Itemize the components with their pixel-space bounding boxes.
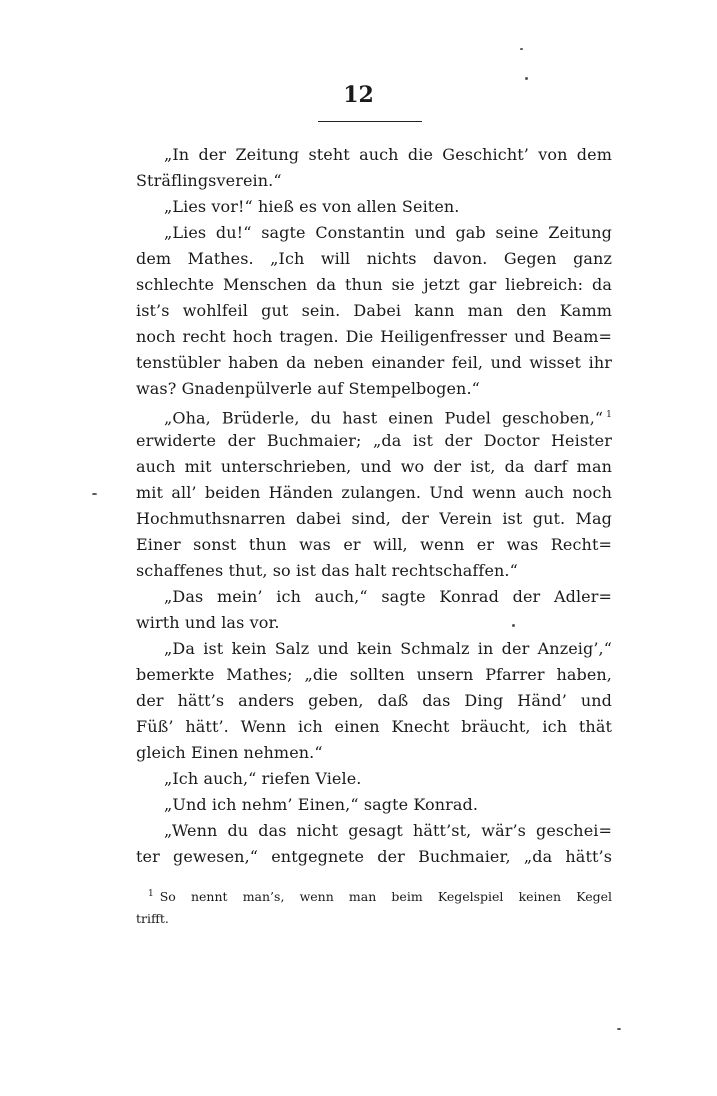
text-line-content: „Oha, Brüderle, du hast einen Pudel geschoben,“	[164, 408, 604, 428]
text-line	[136, 532, 612, 558]
text-line-content: auch mit unterschrieben, und wo der ist, da darf man	[136, 457, 612, 476]
text-line	[136, 324, 612, 350]
footnote-mark: 1	[148, 888, 154, 899]
text-line	[136, 142, 612, 168]
text-line	[136, 688, 612, 714]
text-line	[136, 272, 612, 298]
text-line-content: Hochmuthsnarren dabei sind, der Verein ist gut. Mag	[136, 509, 612, 528]
print-speck	[520, 48, 523, 50]
text-line	[136, 740, 612, 766]
text-line	[136, 558, 612, 584]
text-line	[136, 454, 612, 480]
text-line-content: „Da ist kein Salz und kein Schmalz in der Anzeig’,“	[164, 639, 612, 658]
footnote-line-content: trifft.	[136, 911, 169, 926]
text-line-content: bemerkte Mathes; „die sollten unsern Pfarrer haben,	[136, 665, 612, 684]
text-line-content: tenstübler haben da neben einander feil, und wisset ihr	[136, 353, 612, 372]
text-line	[136, 584, 612, 610]
text-line	[136, 610, 612, 636]
page-number: 12	[343, 82, 374, 108]
text-line-content: „Ich auch,“ riefen Viele.	[164, 769, 362, 788]
text-line-content: gleich Einen nehmen.“	[136, 743, 323, 762]
text-line-content: „Das mein’ ich auch,“ sagte Konrad der Adler=	[164, 587, 612, 606]
text-line-content: ist’s wohlfeil gut sein. Dabei kann man den Kamm	[136, 301, 612, 320]
text-line-content: dem Mathes. „Ich will nichts davon. Gegen ganz	[136, 249, 612, 268]
text-line-content: schlechte Menschen da thun sie jetzt gar liebreich: da	[136, 275, 612, 294]
text-line-content: „Lies du!“ sagte Constantin und gab seine Zeitung	[164, 223, 612, 242]
text-line	[136, 220, 612, 246]
print-speck	[512, 624, 515, 627]
print-speck	[617, 1028, 621, 1030]
text-line	[136, 376, 612, 402]
footnote-line	[136, 908, 612, 930]
text-line	[136, 662, 612, 688]
footnote-reference: 1	[606, 410, 612, 420]
text-line	[136, 714, 612, 740]
text-line-content: „Und ich nehm’ Einen,“ sagte Konrad.	[164, 795, 479, 814]
text-line	[136, 402, 612, 428]
text-line-content: der hätt’s anders geben, daß das Ding Händ’ und	[136, 691, 612, 710]
text-line-content: ter gewesen,“ entgegnete der Buchmaier, „da hätt’s	[136, 847, 612, 866]
text-line-content: Füß’ hätt’. Wenn ich einen Knecht bräucht, ich thät	[136, 717, 612, 736]
text-line-content: schaffenes thut, so ist das halt rechtschaffen.“	[136, 561, 518, 580]
text-line	[136, 428, 612, 454]
text-line-content: Einer sonst thun was er will, wenn er was Recht=	[136, 535, 612, 554]
text-line-content: „Wenn du das nicht gesagt hätt’st, wär’s geschei=	[164, 821, 612, 840]
footnote	[136, 886, 612, 930]
text-line-content: was? Gnadenpülverle auf Stempelbogen.“	[136, 379, 480, 398]
text-line	[136, 844, 612, 870]
text-line-content: „In der Zeitung steht auch die Geschicht’ von dem	[164, 145, 612, 164]
footnote-line-content: So nennt man’s, wenn man beim Kegelspiel keinen Kegel	[159, 889, 612, 904]
footnote-line	[136, 886, 612, 908]
text-line-content: erwiderte der Buchmaier; „da ist der Doctor Heister	[136, 431, 612, 450]
text-line	[136, 168, 612, 194]
text-line	[136, 792, 612, 818]
text-line	[136, 298, 612, 324]
body-text	[136, 142, 612, 870]
text-line	[136, 194, 612, 220]
text-line-content: noch recht hoch tragen. Die Heiligenfresser und Beam=	[136, 327, 612, 346]
text-line-content: wirth und las vor.	[136, 613, 280, 632]
header-rule	[318, 121, 422, 122]
print-speck	[525, 77, 528, 80]
text-line-content: Sträflingsverein.“	[136, 171, 282, 190]
text-line	[136, 636, 612, 662]
print-speck	[92, 493, 97, 495]
text-line	[136, 246, 612, 272]
text-line	[136, 480, 612, 506]
text-line	[136, 506, 612, 532]
text-line-content: mit all’ beiden Händen zulangen. Und wenn auch noch	[136, 483, 612, 502]
text-line	[136, 766, 612, 792]
text-line-content: „Lies vor!“ hieß es von allen Seiten.	[164, 197, 460, 216]
text-line	[136, 818, 612, 844]
text-line	[136, 350, 612, 376]
